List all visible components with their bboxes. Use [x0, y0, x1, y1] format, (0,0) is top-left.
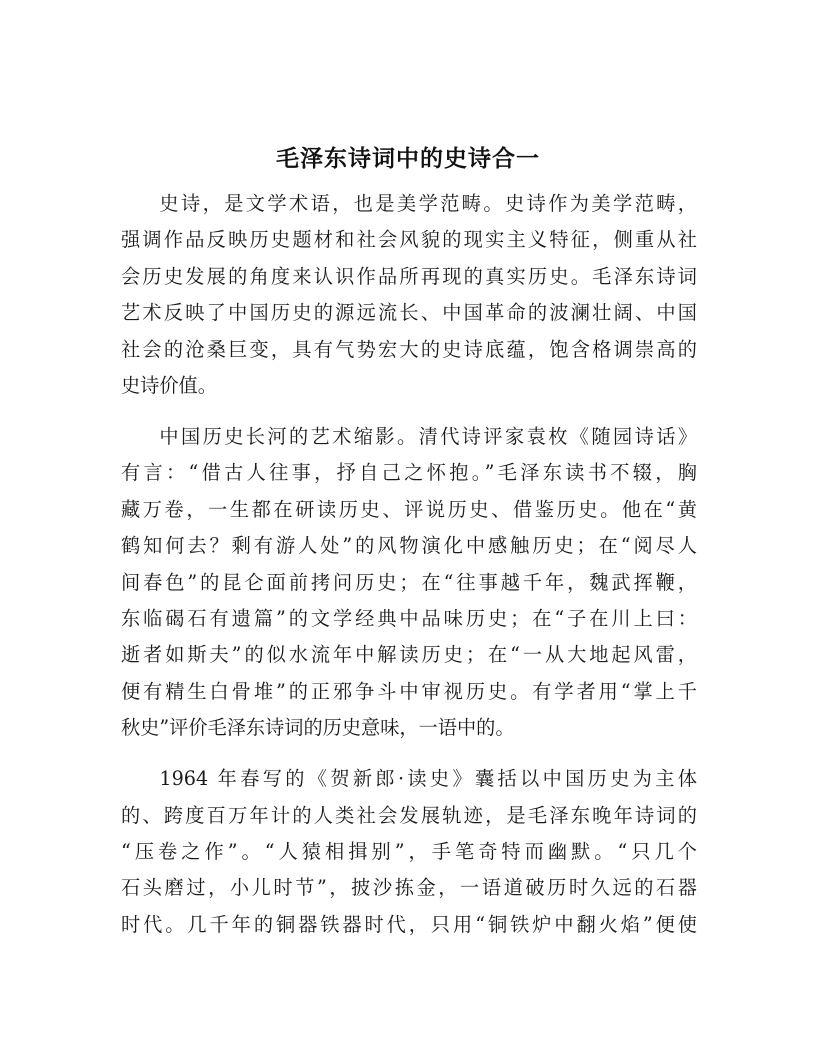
- text-line: 的、跨度百万年计的人类社会发展轨迹，是毛泽东晚年诗词的: [121, 803, 697, 827]
- text-line: 便有精生白骨堆”的正邪争斗中审视历史。有学者用“掌上千: [121, 679, 697, 703]
- text-line: 史诗，是文学术语，也是美学范畴。史诗作为美学范畴，: [159, 192, 697, 215]
- text-line: 强调作品反映历史题材和社会风貌的现实主义特征，侧重从社: [121, 228, 697, 252]
- paragraph-2: [121, 419, 697, 747]
- text-line: 秋史”评价毛泽东诗词的历史意味，一语中的。: [121, 716, 515, 740]
- text-line: 有言：“借古人往事，抒自己之怀抱。”毛泽东读书不辍，胸: [121, 461, 697, 485]
- text-line: 社会的沧桑巨变，具有气势宏大的史诗底蕴，饱含格调崇高的: [121, 337, 697, 361]
- text-line: 中国历史长河的艺术缩影。清代诗评家袁枚《随园诗话》: [159, 424, 697, 448]
- paragraph-1: [121, 186, 697, 404]
- text-line: 鹤知何去？剩有游人处”的风物演化中感触历史；在“阅尽人: [121, 534, 697, 558]
- text-line: 会历史发展的角度来认识作品所再现的真实历史。毛泽东诗词: [121, 264, 697, 288]
- text-line: 1964 年春写的《贺新郎·读史》囊括以中国历史为主体: [159, 767, 697, 791]
- text-line: 间春色”的昆仑面前拷问历史；在“往事越千年，魏武挥鞭，: [121, 570, 697, 594]
- document-title: 毛泽东诗词中的史诗合一: [276, 146, 540, 172]
- document-body: [121, 186, 697, 958]
- text-line: 石头磨过，小儿时节”，披沙拣金，一语道破历时久远的石器: [121, 876, 697, 900]
- text-line: 东临碣石有遗篇”的文学经典中品味历史；在“子在川上曰：: [121, 606, 697, 630]
- text-line: 时代。几千年的铜器铁器时代，只用“铜铁炉中翻火焰”便使: [121, 912, 697, 936]
- text-line: “压卷之作”。“人猿相揖别”，手笔奇特而幽默。“只几个: [121, 839, 697, 863]
- text-line: 史诗价值。: [121, 374, 217, 398]
- paragraph-3: [121, 761, 697, 943]
- text-line: 艺术反映了中国历史的源远流长、中国革命的波澜壮阔、中国: [121, 301, 697, 325]
- text-line: 逝者如斯夫”的似水流年中解读历史；在“一从大地起风雷，: [121, 643, 697, 667]
- text-line: 藏万卷，一生都在研读历史、评说历史、借鉴历史。他在“黄: [121, 497, 697, 521]
